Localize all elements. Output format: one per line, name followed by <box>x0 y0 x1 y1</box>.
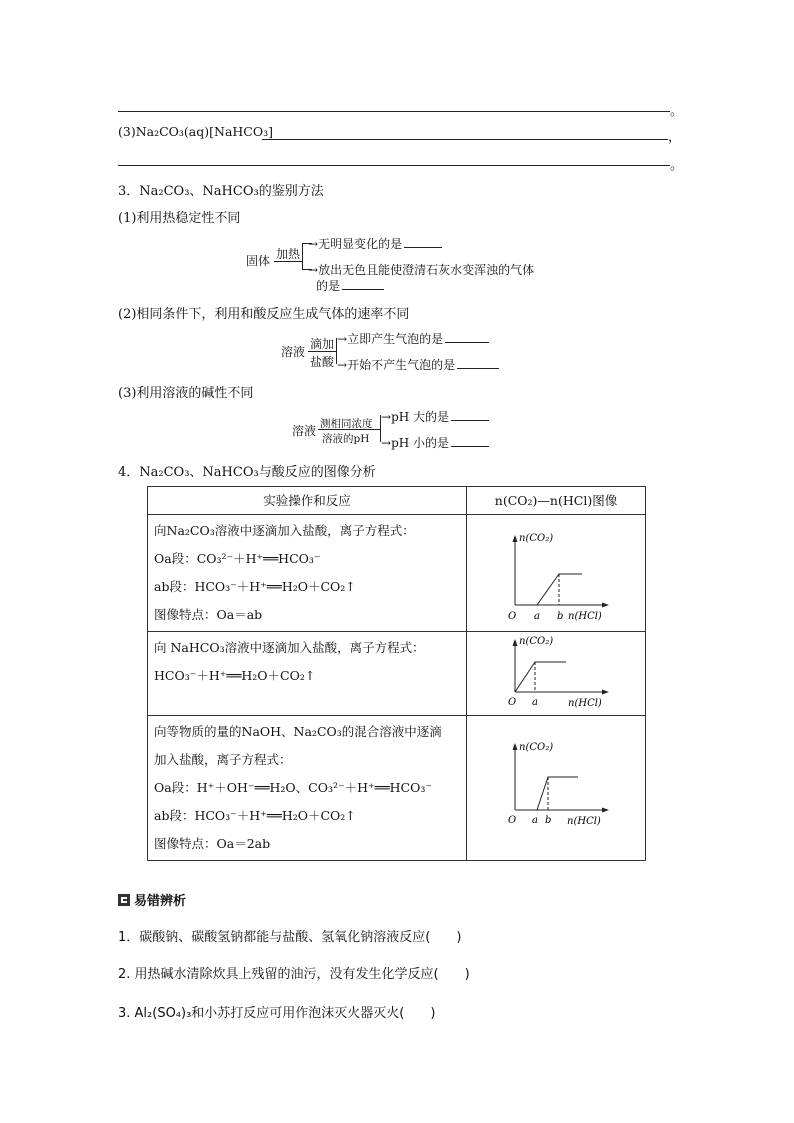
svg-text:n(HCl): n(HCl) <box>567 816 601 827</box>
svg-text:O: O <box>508 697 517 708</box>
answer-line-3 <box>118 165 670 166</box>
section4-title: 4．Na₂CO₃、NaHCO₃与酸反应的图像分析 <box>118 465 376 480</box>
m1-arrow-line <box>274 261 302 262</box>
item3-label: (3)Na₂CO₃(aq)[NaHCO₃] <box>118 124 274 139</box>
answer-line-1 <box>118 111 670 112</box>
svg-text:a: a <box>532 697 538 708</box>
m3-left: 溶液 <box>292 424 317 438</box>
pitfall-heading: 易错辨析 <box>118 890 186 909</box>
section-marker-icon <box>118 894 130 906</box>
line1-end: 。 <box>670 104 684 119</box>
m2-arrow-top: 滴加 <box>310 337 335 351</box>
answer-line-2 <box>262 139 668 140</box>
m1-b2: →放出无色且能使澄清石灰水变浑浊的气体 <box>308 263 535 277</box>
m2-b2: →开始不产生气泡的是 <box>337 356 499 373</box>
method1-title: (1)利用热稳定性不同 <box>118 211 241 226</box>
m3-arrow-top: 测相同浓度 <box>320 418 373 430</box>
y-axis-label: n(CO₂) <box>519 533 554 544</box>
table-row: 向 NaHCO₃溶液中逐滴加入盐酸，离子方程式： HCO₃⁻＋H⁺══H₂O＋CO₂↑ <box>148 632 467 716</box>
table-row: 向等物质的量的NaOH、Na₂CO₃的混合溶液中逐滴 加入盐酸，离子方程式： Oa段：H⁺＋OH⁻══H₂O、CO₃²⁻＋H⁺══HCO₃⁻ ab段：HCO₃⁻＋H⁺══H₂O＋CO₂↑ 图像特点：Oa＝2ab <box>148 716 467 861</box>
method2-title: (2)相同条件下，利用和酸反应生成气体的速率不同 <box>118 307 410 322</box>
m3-arrow-bottom: 溶液的pH <box>322 433 370 445</box>
table-header-operation: 实验操作和反应 <box>148 487 467 515</box>
svg-text:a: a <box>532 815 538 826</box>
svg-text:n(HCl): n(HCl) <box>568 698 602 709</box>
item3-comma: ， <box>668 130 682 145</box>
line3-end: 。 <box>670 158 684 173</box>
section3-title: 3．Na₂CO₃、NaHCO₃的鉴别方法 <box>118 184 324 199</box>
method3-title: (3)利用溶液的碱性不同 <box>118 386 254 401</box>
svg-text:b: b <box>545 815 552 826</box>
m1-left: 固体 <box>246 254 271 268</box>
svg-text:n(CO₂): n(CO₂) <box>519 636 554 647</box>
pitfall-item-1: 1．碳酸钠、碳酸氢钠都能与盐酸、氢氧化钠溶液反应( ) <box>118 930 462 945</box>
m2-b1: →立即产生气泡的是 <box>337 330 489 347</box>
m2-arrow-bottom: 盐酸 <box>310 355 335 369</box>
graph-na2co3 <box>467 515 646 632</box>
m1-arrow-label: 加热 <box>276 247 301 261</box>
m2-left: 溶液 <box>281 345 306 359</box>
m1-brace <box>302 243 303 269</box>
svg-text:b: b <box>557 611 564 622</box>
graph-nahco3 <box>467 632 646 716</box>
svg-text:a: a <box>534 611 540 622</box>
graph-mixture <box>467 716 646 861</box>
m3-b1: →pH 大的是 <box>381 408 489 425</box>
svg-text:n(CO₂): n(CO₂) <box>519 742 554 753</box>
pitfall-item-2: 2. 用热碱水清除炊具上残留的油污，没有发生化学反应( ) <box>118 967 470 982</box>
pitfall-item-3: 3. Al₂(SO₄)₃和小苏打反应可用作泡沫灭火器灭火( ) <box>118 1006 436 1021</box>
table-header-graph: n(CO₂)—n(HCl)图像 <box>467 487 646 515</box>
m3-b2: →pH 小的是 <box>381 434 489 451</box>
table-row: 向Na₂CO₃溶液中逐滴加入盐酸，离子方程式： Oa段：CO₃²⁻＋H⁺══HCO₃⁻ ab段：HCO₃⁻＋H⁺══H₂O＋CO₂↑ 图像特点：Oa＝ab <box>148 515 467 632</box>
m1-b2b: 的是 <box>316 277 384 294</box>
x-axis-label: n(HCl) <box>568 611 602 622</box>
reaction-table <box>147 486 646 861</box>
svg-text:O: O <box>508 815 517 826</box>
svg-text:O: O <box>508 611 517 622</box>
m1-b1: →无明显变化的是 <box>308 235 442 252</box>
